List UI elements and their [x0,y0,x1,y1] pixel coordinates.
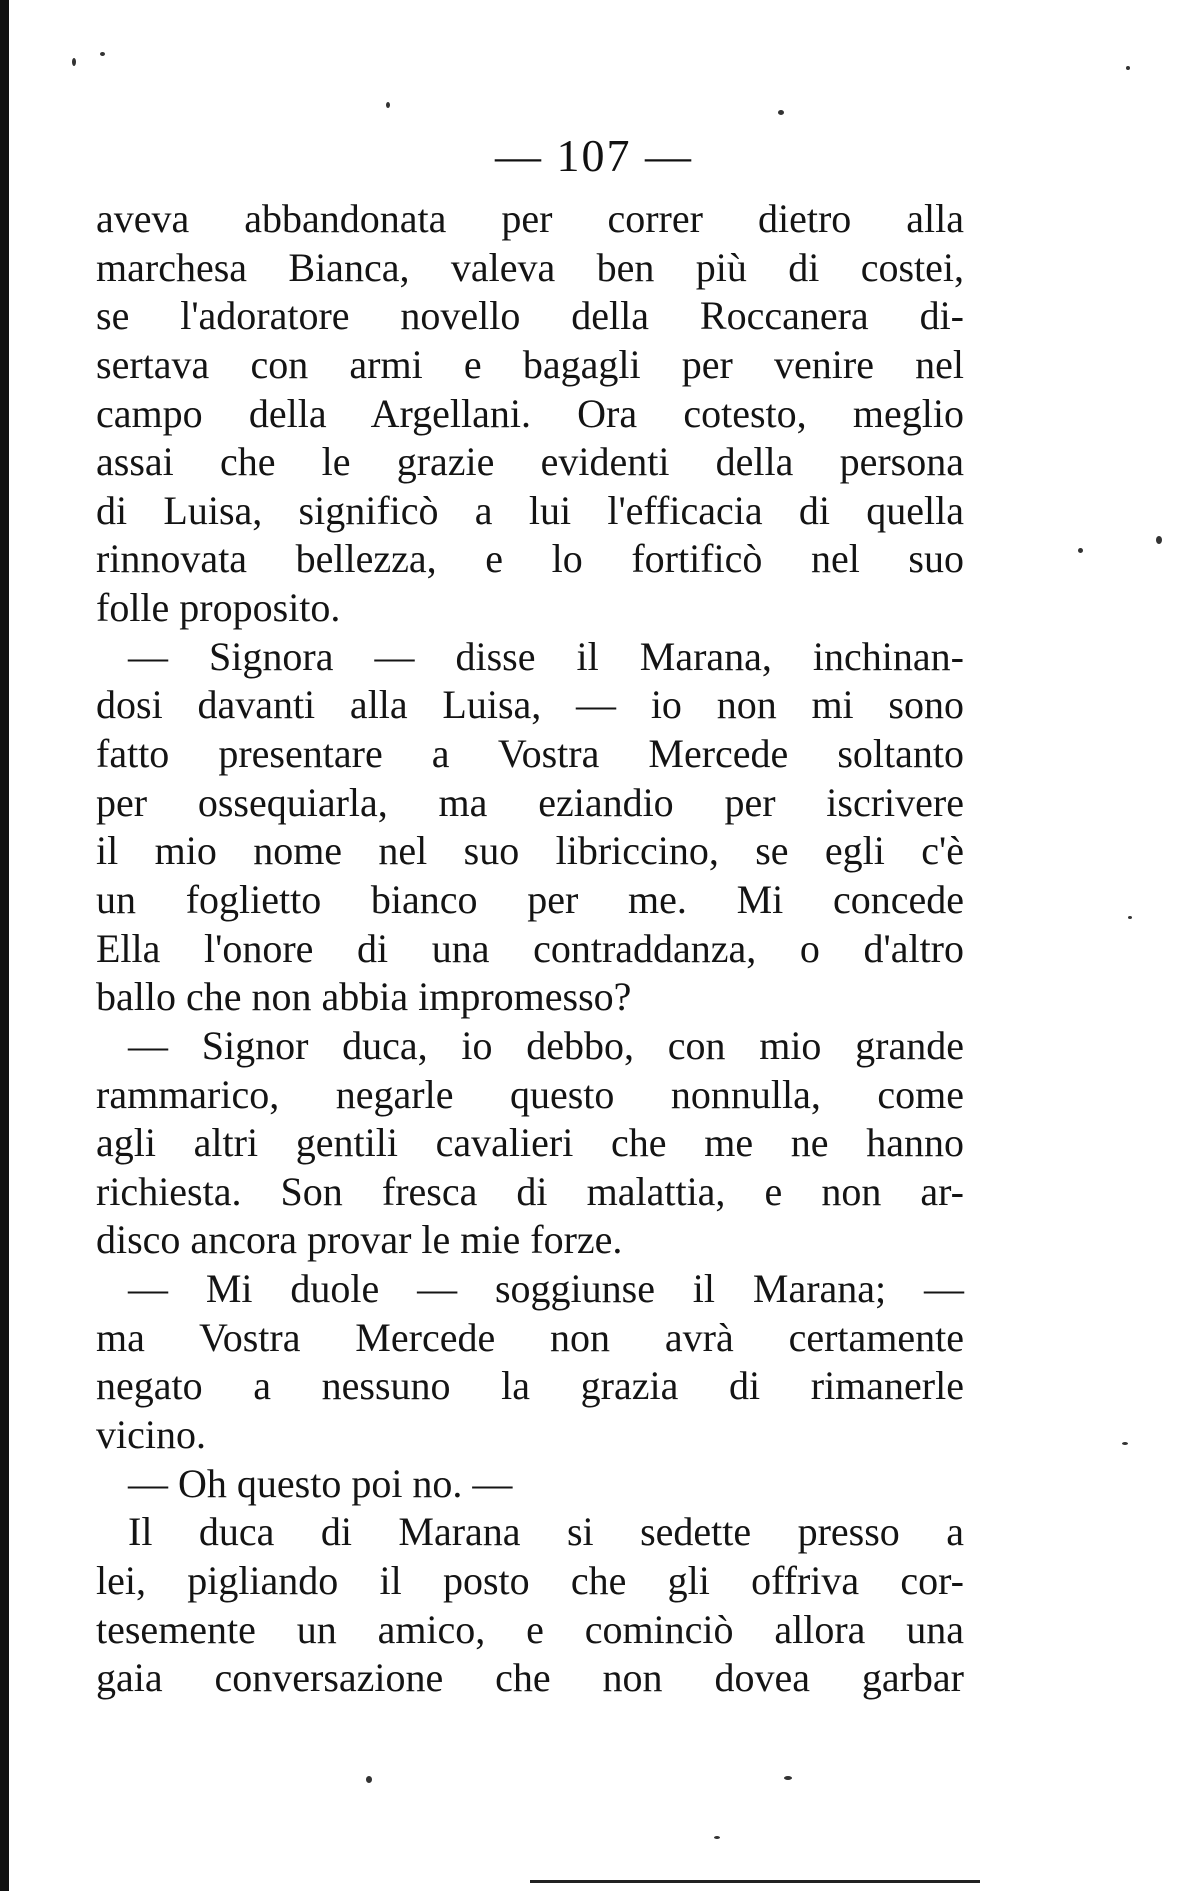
text-line: marchesa Bianca, valeva ben più di costei, [96,244,964,290]
text-line: ma Vostra Mercede non avrà certamente [96,1314,964,1360]
text-line: assai che le grazie evidenti della persona [96,439,964,485]
text-line: Il duca di Marana si sedette presso a [128,1509,964,1555]
text-line: aveva abbandonata per correr dietro alla [96,196,964,241]
page-edge-shadow [0,0,9,1891]
scan-speck [784,1776,792,1780]
scan-speck [1078,548,1083,553]
text-line: agli altri gentili cavalieri che me ne hanno [96,1120,964,1166]
text-line: rammarico, negarle questo nonnulla, come [96,1071,964,1117]
text-line: un foglietto bianco per me. Mi concede [96,876,964,922]
scan-speck [1128,916,1132,919]
text-line: — Signor duca, io debbo, con mio grande [128,1022,964,1068]
text-line: campo della Argellani. Ora cotesto, meglio [96,390,964,436]
text-line: Ella l'onore di una contraddanza, o d'altro [96,925,964,971]
scan-speck [72,58,76,66]
page-number: — 107 — [495,130,693,181]
text-line: disco ancora provar le mie forze. [96,1217,623,1263]
text-line: negato a nessuno la grazia di rimanerle [96,1363,964,1409]
scan-speck [100,52,105,56]
page-bottom-edge [530,1880,980,1883]
body-text [96,195,964,1703]
text-line: di Luisa, significò a lui l'efficacia di quella [96,487,964,533]
scan-speck [1126,66,1130,70]
text-line: folle proposito. [96,585,341,631]
text-line: — Signora — disse il Marana, inchinan- [128,633,964,679]
text-line: ballo che non abbia impromesso? [96,974,632,1020]
text-line: sertava con armi e bagagli per venire nel [96,341,964,387]
scan-speck [1156,536,1162,544]
text-line: lei, pigliando il posto che gli offriva cor- [96,1557,964,1603]
text-line: richiesta. Son fresca di malattia, e non ar- [96,1168,964,1214]
text-line: dosi davanti alla Luisa, — io non mi sono [96,682,964,728]
text-line: per ossequiarla, ma eziandio per iscrivere [96,779,964,825]
scan-speck [1122,1442,1128,1445]
text-line: rinnovata bellezza, e lo fortificò nel suo [96,536,964,582]
text-line: se l'adoratore novello della Roccanera di- [96,293,964,339]
text-line: vicino. [96,1412,206,1458]
text-line: — Oh questo poi no. — [128,1460,513,1506]
text-line: gaia conversazione che non dovea garbar [96,1655,964,1701]
text-line: fatto presentare a Vostra Mercede soltanto [96,731,964,777]
text-line: il mio nome nel suo libriccino, se egli c'è [96,828,964,874]
scan-speck [386,102,390,108]
scan-speck [778,110,784,115]
text-line: — Mi duole — soggiunse il Marana; — [128,1266,964,1312]
scan-speck [366,1776,372,1783]
scan-speck [714,1836,720,1839]
text-line: tesemente un amico, e cominciò allora una [96,1606,964,1652]
